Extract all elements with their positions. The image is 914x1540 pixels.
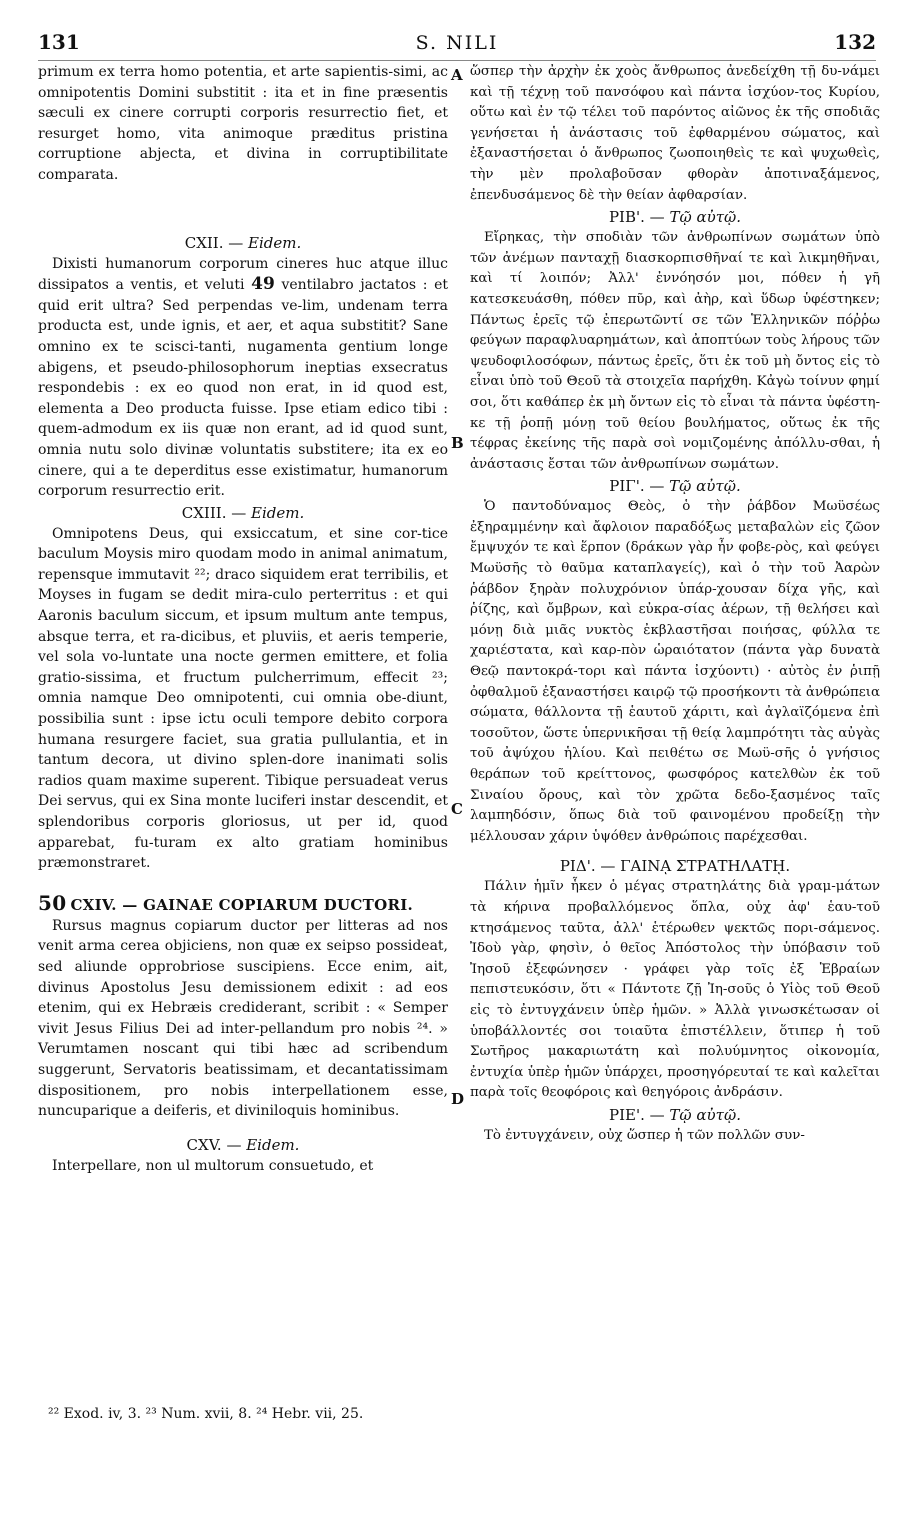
header-rule	[38, 60, 876, 61]
margin-letter-c: C	[451, 800, 463, 818]
greek-letter-115: Τὸ ἐντυγχάνειν, οὐχ ὥσπερ ἡ τῶν πολλῶν συν-	[484, 1127, 805, 1143]
latin-heading-115: CXV. — Eidem.	[186, 1135, 300, 1154]
greek-letter-114: Πάλιν ἡμῖν ἧκεν ὁ μέγας στρατηλάτης διὰ γραμ-μάτων τὰ κήρινα προβαλλόμενος ὅπλα, οὐχ ἀφ' ἑαυ-τοῦ κτησάμενος ταῦτα, ἀλλ' ἑτέρωθεν ψεκτῶς πορι-σάμενος. Ἰδοὺ γὰρ, φησὶν, ὁ θεῖος Ἀπόστολος τὴν ὑπόβασιν τοῦ Ἰησοῦ ἐξεφώνησεν · γράφει γὰρ τοῖς ἐξ Ἑβραίων πεπιστευκόσιν, ὅτι « Πάντοτε ζῇ Ἰη-σοῦς ὁ Υἱὸς τοῦ Θεοῦ εἰς τὸ ἐντυγχάνειν ὑπὲρ ἡμῶν. » Ἀλλὰ γινωσκέτωσαν οἱ ὑποβάλλοντές σοι τοιαῦτα ἐπιστέλλειν, ὅτιπερ ἡ τοῦ Σωτῆρος μακαριωτάτη καὶ πολυύμνητος οἰκονομία, ἐντυχία ὑπὲρ ἡμῶν ὑπάρχει, προσηγόρευταί τε καὶ καλεῖται παρὰ τοῖς θεοφόροις καὶ θεηγόροις ἀνδράσιν.	[470, 879, 880, 1101]
latin-letter-114: Rursus magnus copiarum ductor per litteras ad nos venit arma cerea objiciens, non quæ ex seipso possideat, sed aliunde opprobriose suscipiens. Ecce enim, ait, divinus Apostolus Jesu demissionem edixit : ad eos etenim, qui ex Hebræis crediderant, scribit : « Semper vivit Jesus Filius Dei ad inter-pellandum pro nobis ²⁴. » Verumtamen noscant qui tibi hæc ad scribendum suggerunt, Servatoris beatissimam, et decantatissimam dispositionem, pro nobis interpellationem esse, nuncuparique a deiferis, et diviniloquis hominibus.	[38, 917, 448, 1120]
running-title: S. NILI	[415, 32, 499, 54]
latin-letter-115: Interpellare, non ul multorum consuetudo, et	[52, 1157, 374, 1174]
page-number-left: 131	[38, 30, 80, 54]
footnotes: ²² Exod. iv, 3. ²³ Num. xvii, 8. ²⁴ Hebr. vii, 25.	[48, 1406, 364, 1422]
column-number-49: 49	[251, 274, 275, 295]
greek-heading-113: ΡΙΓ'. — Τῷ αὐτῷ.	[609, 477, 741, 496]
page-header	[38, 30, 876, 58]
latin-letter-113: Omnipotens Deus, qui exsiccatum, et sine cor-tice baculum Moysis miro quodam modo in animal animatum, repensque immutavit ²²; draco siquidem erat terribilis, et Moyses in fugam se dedit mira-culo perterritus : et qui Aaronis baculum siccum, et ipsum multum ante tempus, absque terra, et ra-dicibus, et pluviis, et aeris temperie, vel sola vo-luntate una nocte germen emittere, et folia gratio-sissima, et fructum pulcherrimum, effecit ²³; omnia namque Deo omnipotenti, cui omnia obe-diunt, possibilia sunt : ipse ictu oculi tempore debito corpora humana resurgere faciet, sua gratia pullulantia, et in tantum decora, ut divino splen-dore inanimati solis radios quam maxime superent. Tibique persuadeat verus Dei servus, qui ex Sina monte luciferi instar descendit, et splendoribus corporis gloriosus, ut per id, quod apparebat, fu-turam ex alto gratiam hominibus præmonstraret.	[38, 525, 448, 872]
column-number-50: 50	[38, 890, 67, 915]
latin-heading-114: 50 CXIV. — GAINAE COPIARUM DUCTORI.	[38, 890, 414, 915]
greek-letter-113: Ὁ παντοδύναμος Θεὸς, ὁ τὴν ῥάβδον Μωϋσέως ἐξηραμμένην καὶ ἄφλοιον παραδόξως μεταβαλὼν εἰς ζῶον ἔμψυχόν τε καὶ ἕρπον (δράκων γὰρ ἦν φοβε-ρὸς, καὶ φεύγει Μωϋσῆς τὸ θαῦμα καταπλαγείς), καὶ ὁ τὴν τοῦ Ἀαρὼν ῥάβδον ξηρὰν πολυχρόνιον ὑπάρ-χουσαν δίχα γῆς, καὶ ῥίζης, καὶ ὄμβρων, καὶ εὐκρα-σίας ἀέρων, τῇ θελήσει καὶ μόνῃ διὰ μιᾶς νυκτὸς ἐκβλαστῆσαι ποιήσας, φύλλα τε χαριέστατα, καὶ καρ-πὸν ὡραιότατον (πάντα γὰρ δυνατὰ Θεῷ παντοκρά-τορι καὶ πάντα ἰσχύοντι) · αὐτὸς ἐν ῥιπῇ ὀφθαλμοῦ ἐξαναστήσει καιρῷ τῷ προσήκοντι τὰ ἀνθρώπεια σώματα, θάλλοντα τῇ ἑαυτοῦ χάριτι, καὶ ἀγλαϊζόμενα ἐπὶ τοσοῦτον, ὥστε ὑπερνικῆσαι τῇ θείᾳ λαμπρότητι τὰς αὐγὰς τοῦ ἀψύχου ἡλίου. Καὶ πειθέτω σε Μωϋ-σῆς ὁ γνήσιος θεράπων τοῦ κρείττονος, φωσφόρος κατελθὼν ἐκ τοῦ Σιναίου ὄρους, καὶ τὸν χρῶτα δεδο-ξασμένος ταῖς λαμπηδόσιν, ὅπως διὰ τοῦ φαινομένου προδείξῃ τὴν μέλλουσαν χάριν ὑψόθεν ἀνθρώποις παρέχεσθαι.	[470, 499, 880, 844]
latin-continuation: primum ex terra homo potentia, et arte sapientis-simi, ac omnipotentis Domini substitit : ita et in fine præsentis sæculi ex cinere corrupti corporis resurrectio fiet, et resurget homo, vita animoque præditus pristina corruptione abjecta, et divina in corruptibilitate comparata.	[38, 64, 448, 183]
latin-letter-112: Dixisti humanorum corporum cineres huc atque illuc dissipatos a ventis, et veluti 49 ventilabro jactatos : et quid erit ultra? Sed perpendas ve-lim, undenam terra producta est, unde ignis, et aer, et aqua substitit? Sane omnino ex te scisci-tanti, nugamenta gentium longe abigens, et pseudo-philosophorum ineptias exsecratus respondebis : ex eo quod non erat, in id quod est, elementa a Deo producta fuisse. Ipse etiam edico tibi : quem-admodum ex iis quæ non erant, ad id quod sunt, omnia nutu solo divinæ voluntatis substitere; ita ex eo cinere, qui a te deperditus esse existimatur, humanorum corporum resurrectio erit.	[38, 255, 448, 500]
latin-heading-113: CXIII. — Eidem.	[181, 503, 305, 522]
latin-heading-112: CXII. — Eidem.	[184, 233, 302, 252]
margin-letter-d: D	[451, 1090, 465, 1108]
margin-letter-b: B	[451, 434, 464, 452]
margin-letter-a: A	[451, 66, 463, 84]
greek-heading-115: ΡΙΕ'. — Τῷ αὐτῷ.	[609, 1105, 741, 1124]
page-number-right: 132	[834, 30, 876, 54]
greek-heading-114: ΡΙΔ'. — ΓΑΙΝᾼ ΣΤΡΑΤΗΛΑΤῌ.	[559, 857, 791, 876]
greek-column	[470, 62, 880, 1147]
latin-column	[38, 62, 448, 1176]
greek-continuation: ὥσπερ τὴν ἀρχὴν ἐκ χοὸς ἄνθρωπος ἀνεδείχθη τῇ δυ-νάμει καὶ τῇ τέχνῃ τοῦ πανσόφου καὶ πάντα ἰσχύον-τος Κυρίου, οὕτω καὶ ἐν τῷ τέλει τοῦ παρόντος αἰῶνος ἐκ τῆς σποδιᾶς γενήσεται ἡ ἀνάστασις τοῦ ἐφθαρμένου σώματος, καὶ ἐξαναστήσεται ὁ ἄνθρωπος ζωοποιηθεὶς τε καὶ ψυχωθεὶς, τὴν μὲν προλαβοῦσαν φθορὰν ἀποτιναξάμενος, ἐπενδυσάμενος δὲ τὴν θείαν ἀφθαρσίαν.	[470, 64, 880, 203]
greek-letter-112: Εἴρηκας, τὴν σποδιὰν τῶν ἀνθρωπίνων σωμάτων ὑπὸ τῶν ἀνέμων πανταχῇ διασκορπισθῆναί τε καὶ λικμηθῆναι, καὶ τί λοιπόν; Ἀλλ' ἐννόησόν μοι, πόθεν ἡ γῆ κατεσκευάσθη, πόθεν πῦρ, καὶ ἀὴρ, καὶ ὕδωρ ὑφέστηκεν; Πάντως ἐρεῖς τῷ ἐπερωτῶντί σε τῶν Ἑλληνικῶν πόῤῥω φεύγων παραφλυαρημάτων, καὶ ἀποπτύων τοὺς λήρους τῶν ψευδοφιλοσόφων, πάντως ἐρεῖς, ὅτι ἐκ τοῦ μὴ ὄντος εἰς τὸ εἶναι ὑπὸ τοῦ Θεοῦ τὰ στοιχεῖα παρήχθη. Κἀγὼ τοίνυν φημί σοι, ὅτι καθάπερ ἐκ μὴ ὄντων εἰς τὸ εἶναι τὰ πάντα ὑφέστη-κε τῇ ῥοπῇ μόνῃ τοῦ θείου βουλήματος, οὕτως ἐκ τῆς τέφρας ἐκείνης τῆς παρὰ σοὶ νομιζομένης ἀπόλλυ-σθαι, ἡ ἀνάστασις ἔσται τῶν ἀνθρωπίνων σωμάτων.	[470, 230, 880, 472]
greek-heading-112: ΡΙΒ'. — Τῷ αὐτῷ.	[608, 208, 742, 227]
